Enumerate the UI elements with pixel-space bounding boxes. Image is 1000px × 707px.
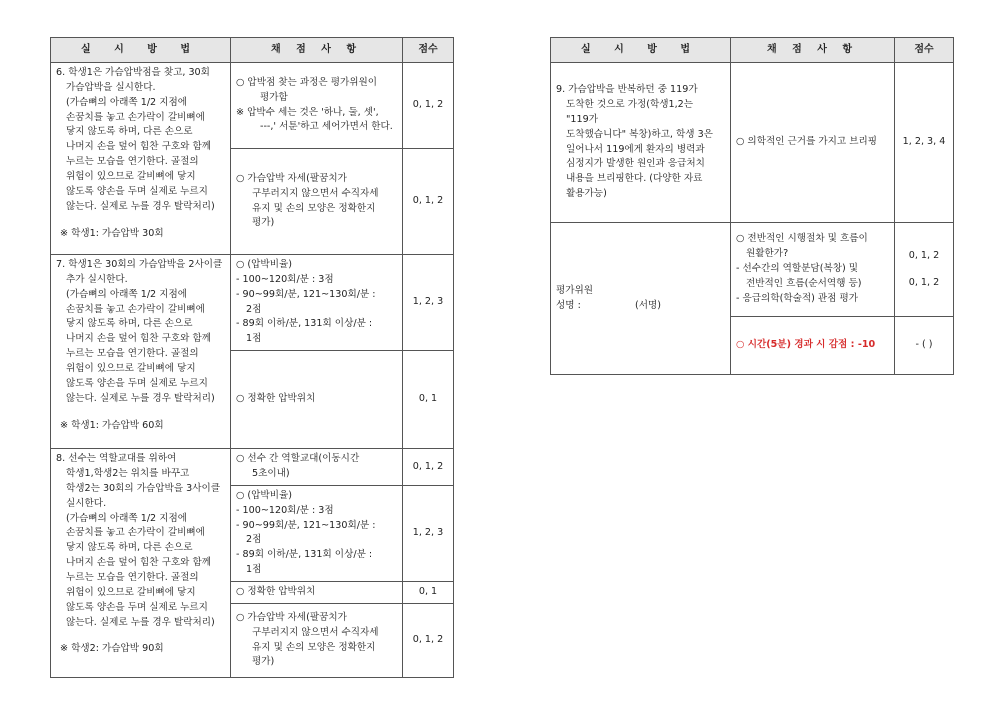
criteria-line: ○ 압박점 찾는 과정은 평가위원이 [236, 76, 378, 88]
item8-line: 학생1,학생2는 위치를 바꾸고 [66, 468, 190, 480]
item6-line: 나머지 손을 덮어 힘찬 구호와 함께 [66, 141, 211, 153]
item9-line: 활용가능) [566, 188, 607, 200]
right-header-method: 실 시 방 법 [551, 38, 731, 63]
item7-criteria-1 [231, 255, 403, 351]
criteria-line: 전반적인 흐름(순서역행 등) [746, 277, 862, 289]
time-penalty-score: - ( ) [895, 317, 954, 375]
item6-line: 손꿈치를 놓고 손가락이 갈비뼈에 [66, 111, 205, 123]
spacer [56, 215, 225, 227]
right-scoring-table [550, 37, 954, 375]
criteria-line: ○ 가슴압박 자세(팔꿈치가 [236, 172, 347, 184]
item8-score-4: 0, 1, 2 [403, 604, 454, 678]
item8-line: 학생2는 30회의 가슴압박을 3사이클 [66, 482, 221, 494]
item7-line: 누르는 모습을 연기한다. 골절의 [66, 348, 199, 360]
item7-criteria-2: ○ 정확한 압박위치 [231, 351, 403, 449]
criteria-line: 구부러지지 않으면서 수직자세 [252, 626, 379, 638]
item6-score-1: 0, 1, 2 [403, 63, 454, 149]
item9-line: 심정지가 발생한 원인과 응급처치 [566, 158, 705, 170]
item7-line: 않도록 양손을 두며 실제로 누르지 [66, 377, 208, 389]
item6-line: (가슴뼈의 아래쪽 1/2 지점에 [66, 96, 188, 108]
spacer [56, 407, 225, 419]
item8-criteria-4 [231, 604, 403, 678]
item9-line: 9. 가슴압박을 반복하던 중 119가 [556, 84, 698, 96]
criteria-line: 원활한가? [746, 248, 789, 260]
evaluator-row1 [551, 223, 954, 317]
criteria-line: 1점 [246, 564, 262, 576]
item6-line: 가슴압박을 실시한다. [66, 81, 156, 93]
item8-line: 않도록 양손을 두며 실제로 누르지 [66, 601, 208, 613]
item6-line: 누르는 모습을 연기한다. 골절의 [66, 156, 199, 168]
item8-line: 위험이 있으므로 갈비뼈에 닿지 [66, 586, 196, 598]
criteria-line: - 100~120회/분 : 3점 [236, 504, 334, 516]
evaluator-score-1 [895, 223, 954, 317]
criteria-line: - 90~99회/분, 121~130회/분 : [236, 288, 376, 300]
right-header-row [551, 38, 954, 63]
item6-line: 않도록 양손을 두며 실제로 누르지 [66, 185, 208, 197]
item8-note: ※ 학생2: 가슴압박 90회 [60, 643, 164, 655]
item8-method [51, 449, 231, 678]
time-penalty-criteria: ○ 시간(5분) 경과 시 감점 : -10 [731, 317, 895, 375]
item8-line: 않는다. 실제로 누를 경우 탈락처리) [66, 616, 215, 628]
criteria-line: 1점 [246, 333, 262, 345]
item6-line: 않는다. 실제로 누를 경우 탈락처리) [66, 200, 215, 212]
item9-line: 도착한 것으로 가정(학생1,2는 "119가 [566, 98, 694, 125]
item8-line: 닿지 않도록 하며, 다른 손으로 [66, 542, 193, 554]
item8-line: 실시한다. [66, 497, 107, 509]
item6-line: 닿지 않도록 하며, 다른 손으로 [66, 126, 193, 138]
item7-line: (가슴뼈의 아래쪽 1/2 지점에 [66, 288, 188, 300]
spacer [56, 630, 225, 642]
item9-score: 1, 2, 3, 4 [895, 63, 954, 223]
criteria-line: - 90~99회/분, 121~130회/분 : [236, 519, 376, 531]
left-header-score: 점수 [403, 38, 454, 63]
item9-criteria: ○ 의학적인 근거를 가지고 브리핑 [731, 63, 895, 223]
item9-line: 도착했습니다" 복창)하고, 학생 3은 [566, 128, 713, 140]
item7-line: 않는다. 실제로 누를 경우 탈락처리) [66, 392, 215, 404]
item7-score-1: 1, 2, 3 [403, 255, 454, 351]
evaluator-score-1a: 0, 1, 2 [908, 249, 940, 261]
left-header-criteria: 채 점 사 항 [231, 38, 403, 63]
item6-criteria-2 [231, 149, 403, 255]
criteria-line: ○ (압박비율) [236, 489, 292, 501]
item7-line: 추가 실시한다. [66, 273, 128, 285]
item8-score-2: 1, 2, 3 [403, 485, 454, 581]
item8-criteria-3: ○ 정확한 압박위치 [231, 582, 403, 604]
item6-row1 [51, 63, 454, 149]
criteria-line: 2점 [246, 303, 262, 315]
item6-criteria-1 [231, 63, 403, 149]
item8-score-3: 0, 1 [403, 582, 454, 604]
criteria-line: - 89회 이하/분, 131회 이상/분 : [236, 318, 373, 330]
item7-line: 7. 학생1은 30회의 가슴압박을 2사이클 [56, 259, 223, 270]
item6-note: ※ 학생1: 가슴압박 30회 [60, 227, 164, 239]
left-header-row [51, 38, 454, 63]
item7-line: 나머지 손을 덮어 힘찬 구호와 함께 [66, 333, 211, 345]
criteria-line: ○ (압박비율) [236, 259, 292, 270]
right-header-score: 점수 [895, 38, 954, 63]
item6-line: 6. 학생1은 가슴압박점을 찾고, 30회 [56, 67, 210, 78]
criteria-line: 평가) [252, 656, 275, 668]
right-header-criteria: 채 점 사 항 [731, 38, 895, 63]
criteria-line: ○ 전반적인 시행절차 및 흐름이 [736, 233, 868, 245]
evaluator-criteria-1 [731, 223, 895, 317]
item9-row [551, 63, 954, 223]
criteria-line: - 응급의학(학술적) 관점 평가 [736, 292, 859, 304]
item7-line: 손꿈치를 놓고 손가락이 갈비뼈에 [66, 303, 205, 315]
evaluator-name-label: 성명 : [556, 299, 581, 311]
criteria-line: 5초이내) [252, 468, 290, 480]
spacer [900, 264, 948, 276]
item9-line: 일어나서 119에게 환자의 병력과 [566, 143, 705, 155]
item7-line: 위험이 있으므로 갈비뼈에 닿지 [66, 363, 196, 375]
left-header-method: 실 시 방 법 [51, 38, 231, 63]
item6-score-2: 0, 1, 2 [403, 149, 454, 255]
criteria-line: 유지 및 손의 모양은 정확한지 [252, 641, 376, 653]
left-scoring-table [50, 37, 454, 678]
criteria-line: ※ 압박수 세는 것은 '하나, 둘, 셋', [236, 106, 379, 118]
item9-method [551, 63, 731, 223]
item7-note: ※ 학생1: 가슴압박 60회 [60, 419, 164, 431]
criteria-line: ○ 선수 간 역할교대(이동시간 [236, 453, 360, 465]
evaluator-cell [551, 223, 731, 375]
criteria-line: ○ 가슴압박 자세(팔꿈치가 [236, 611, 347, 623]
item8-line: 8. 선수는 역할교대를 위하여 [56, 453, 177, 465]
item8-line: (가슴뼈의 아래쪽 1/2 지점에 [66, 512, 188, 524]
criteria-line: - 100~120회/분 : 3점 [236, 273, 334, 285]
criteria-line: 2점 [246, 534, 262, 546]
evaluator-score-1b: 0, 1, 2 [908, 276, 940, 288]
criteria-line: - 89회 이하/분, 131회 이상/분 : [236, 549, 373, 561]
item6-line: 위험이 있으므로 갈비뼈에 닿지 [66, 171, 196, 183]
criteria-line: 평가함 [260, 91, 288, 103]
criteria-line: - 선수간의 역할분담(복창) 및 [736, 263, 859, 275]
evaluator-name-row [556, 299, 725, 314]
evaluator-label: 평가위원 [556, 284, 594, 296]
item8-row1 [51, 449, 454, 486]
item8-criteria-1 [231, 449, 403, 486]
item9-line: 내용을 브리핑한다. (다양한 자료 [566, 173, 703, 185]
item8-line: 나머지 손을 덮어 힘찬 구호와 함께 [66, 557, 211, 569]
criteria-line: 유지 및 손의 모양은 정확한지 [252, 202, 376, 214]
item8-criteria-2 [231, 485, 403, 581]
item8-line: 손꿈치를 놓고 손가락이 갈비뼈에 [66, 527, 205, 539]
criteria-line: 구부러지지 않으면서 수직자세 [252, 187, 379, 199]
item7-method [51, 255, 231, 449]
item8-score-1: 0, 1, 2 [403, 449, 454, 486]
item7-line: 닿지 않도록 하며, 다른 손으로 [66, 318, 193, 330]
item7-score-2: 0, 1 [403, 351, 454, 449]
item6-method [51, 63, 231, 255]
evaluator-sign-label: (서명) [634, 299, 661, 311]
criteria-line: 평가) [252, 217, 275, 229]
item7-row1 [51, 255, 454, 351]
item8-line: 누르는 모습을 연기한다. 골절의 [66, 572, 199, 584]
criteria-line: ---,' 서툰'하고 세어가면서 한다. [260, 121, 393, 133]
